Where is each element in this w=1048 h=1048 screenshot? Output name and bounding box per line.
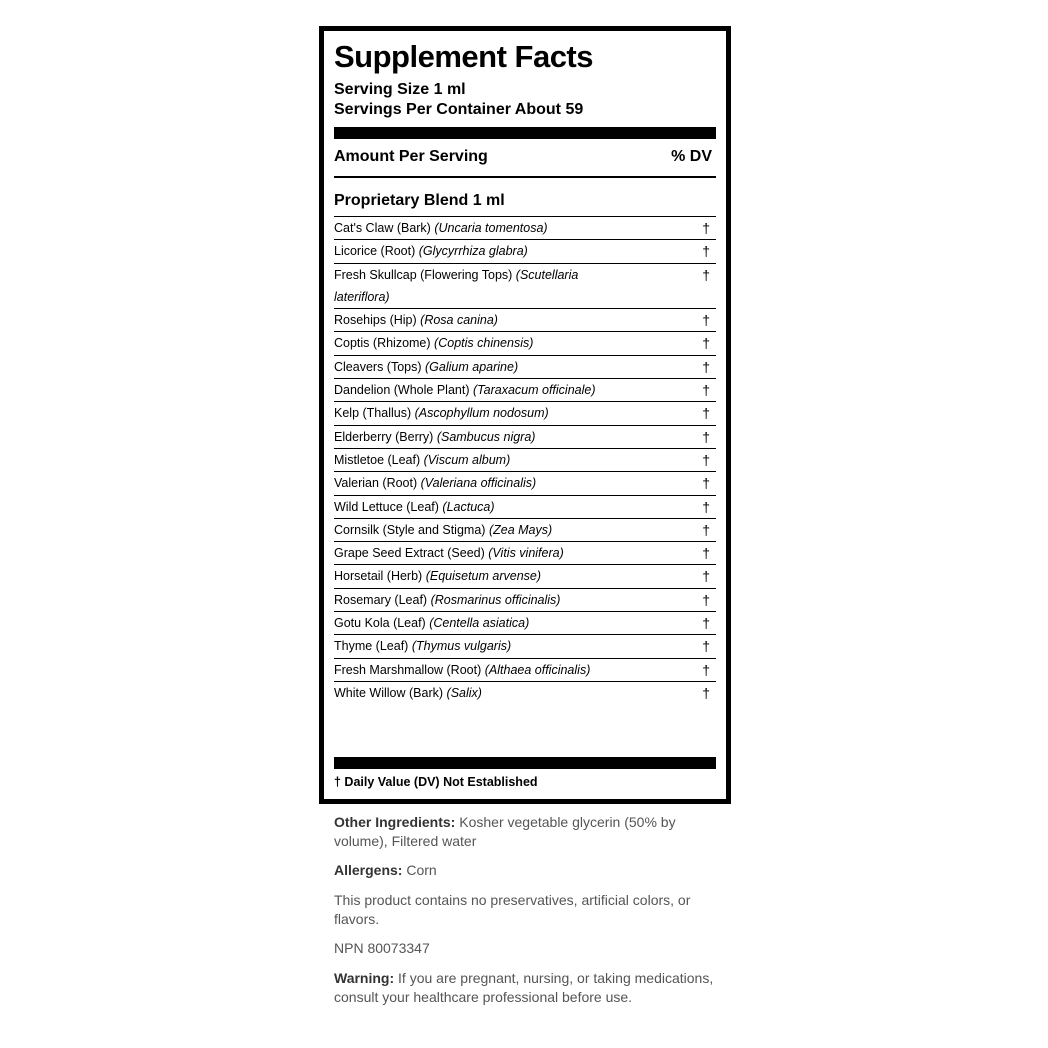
divider <box>334 176 716 178</box>
ingredient-latin-name: (Equisetum arvense) <box>425 569 542 584</box>
ingredient-row <box>334 263 716 309</box>
other-ingredients <box>334 813 724 850</box>
ingredient-dv: † <box>702 428 710 445</box>
ingredient-text <box>334 542 614 564</box>
ingredient-row <box>334 541 716 564</box>
supplement-facts-panel <box>319 26 731 804</box>
other-ingredients-text: Kosher vegetable glycerin (50% by volume), Filtered water <box>334 814 676 849</box>
ingredient-dv: † <box>702 358 710 375</box>
ingredient-dv: † <box>702 405 710 422</box>
ingredient-latin-name: (Lactuca) <box>442 499 495 514</box>
ingredient-latin-name: (Taraxacum officinale) <box>472 383 596 398</box>
ingredient-latin-name: (Glycyrrhiza glabra) <box>418 244 528 259</box>
ingredient-latin-name: (Galium aparine) <box>425 359 519 374</box>
ingredient-dv: † <box>702 591 710 608</box>
ingredient-row <box>334 658 716 681</box>
ingredient-text <box>334 519 614 541</box>
ingredient-row <box>334 681 716 704</box>
ingredient-dv: † <box>702 521 710 538</box>
ingredient-dv: † <box>702 451 710 468</box>
ingredient-row <box>334 611 716 634</box>
ingredient-latin-name: (Rosa canina) <box>420 313 498 328</box>
allergens-text: Corn <box>406 862 437 878</box>
ingredient-text <box>334 612 614 634</box>
amount-per-serving-label: Amount Per Serving <box>334 148 488 165</box>
blend-title: Proprietary Blend 1 ml <box>334 192 505 209</box>
ingredient-name: Cleavers (Tops) <box>334 359 422 374</box>
ingredient-text <box>334 240 614 262</box>
panel-title: Supplement Facts <box>334 39 593 74</box>
ingredient-latin-name: (Ascophyllum nodosum) <box>414 406 549 421</box>
dv-header: % DV <box>671 148 712 165</box>
ingredient-dv: † <box>702 312 710 329</box>
allergens <box>334 861 724 880</box>
ingredient-latin-name: (Vitis vinifera) <box>488 546 564 561</box>
ingredient-name: Fresh Skullcap (Flowering Tops) <box>334 267 513 282</box>
ingredient-text <box>334 309 614 331</box>
ingredient-text <box>334 635 614 657</box>
ingredient-dv: † <box>702 220 710 236</box>
ingredient-name: Thyme (Leaf) <box>334 639 409 654</box>
ingredient-row <box>334 471 716 494</box>
ingredient-name: Grape Seed Extract (Seed) <box>334 546 485 561</box>
ingredient-text <box>334 682 614 704</box>
ingredient-latin-name: (Uncaria tomentosa) <box>434 221 548 235</box>
warning <box>334 969 724 1006</box>
ingredient-dv: † <box>702 684 710 701</box>
ingredient-latin-name: (Sambucus nigra) <box>436 429 536 444</box>
ingredient-row <box>334 378 716 401</box>
ingredient-text <box>334 426 614 448</box>
ingredient-name: Coptis (Rhizome) <box>334 336 431 351</box>
ingredient-latin-name: (Salix) <box>446 685 482 700</box>
ingredient-row <box>334 401 716 424</box>
ingredient-name: Wild Lettuce (Leaf) <box>334 499 439 514</box>
ingredient-latin-name: (Viscum album) <box>423 452 511 467</box>
ingredient-row <box>334 518 716 541</box>
ingredient-name: Cat's Claw (Bark) <box>334 221 431 235</box>
ingredient-text <box>334 472 614 494</box>
ingredient-latin-name: (Scutellaria lateriflora) <box>334 267 579 304</box>
thick-divider <box>334 127 716 139</box>
allergens-label: Allergens: <box>334 862 403 878</box>
ingredient-text <box>334 379 614 401</box>
ingredient-row <box>334 239 716 262</box>
dv-footnote: † Daily Value (DV) Not Established <box>334 775 538 789</box>
ingredient-text <box>334 264 614 309</box>
ingredient-dv: † <box>702 498 710 515</box>
ingredient-dv: † <box>702 382 710 399</box>
ingredient-name: Kelp (Thallus) <box>334 406 412 421</box>
preservatives-note: This product contains no preservatives, artificial colors, or flavors. <box>334 892 691 927</box>
ingredient-dv: † <box>702 243 710 260</box>
ingredient-list <box>334 216 716 704</box>
ingredient-text <box>334 217 614 239</box>
ingredient-dv: † <box>702 545 710 562</box>
other-ingredients-label: Other Ingredients: <box>334 814 456 830</box>
ingredient-name: Horsetail (Herb) <box>334 569 423 584</box>
ingredient-dv: † <box>702 266 710 283</box>
ingredient-dv: † <box>702 638 710 655</box>
ingredient-text <box>334 496 614 518</box>
warning-text: If you are pregnant, nursing, or taking medications, consult your healthcare professional before use. <box>334 970 714 1005</box>
ingredient-name: Fresh Marshmallow (Root) <box>334 662 482 677</box>
ingredient-text <box>334 449 614 471</box>
ingredient-dv: † <box>702 475 710 492</box>
ingredient-text <box>334 402 614 424</box>
ingredient-dv: † <box>702 661 710 678</box>
ingredient-name: Valerian (Root) <box>334 476 418 491</box>
ingredient-name: Rosemary (Leaf) <box>334 592 428 607</box>
ingredient-name: Dandelion (Whole Plant) <box>334 383 470 398</box>
ingredient-row <box>334 448 716 471</box>
ingredient-row <box>334 425 716 448</box>
ingredient-row <box>334 634 716 657</box>
ingredient-name: White Willow (Bark) <box>334 685 444 700</box>
ingredient-row <box>334 308 716 331</box>
ingredient-row <box>334 216 716 239</box>
ingredient-dv: † <box>702 568 710 585</box>
ingredient-row <box>334 331 716 354</box>
amount-per-serving-row <box>334 147 716 167</box>
ingredient-latin-name: (Coptis chinensis) <box>434 336 534 351</box>
ingredient-text <box>334 332 614 354</box>
ingredient-dv: † <box>702 335 710 352</box>
ingredient-latin-name: (Valeriana officinalis) <box>420 476 537 491</box>
ingredient-row <box>334 588 716 611</box>
npn-number: NPN 80073347 <box>334 940 430 956</box>
ingredient-name: Licorice (Root) <box>334 244 416 259</box>
warning-label: Warning: <box>334 970 395 986</box>
ingredient-name: Cornsilk (Style and Stigma) <box>334 522 486 537</box>
thick-divider <box>334 757 716 769</box>
ingredient-text <box>334 659 614 681</box>
ingredient-text <box>334 356 614 378</box>
ingredient-name: Elderberry (Berry) <box>334 429 434 444</box>
ingredient-latin-name: (Thymus vulgaris) <box>411 639 512 654</box>
ingredient-name: Rosehips (Hip) <box>334 313 417 328</box>
ingredient-row <box>334 564 716 587</box>
ingredient-text <box>334 565 614 587</box>
ingredient-dv: † <box>702 615 710 632</box>
ingredient-row <box>334 355 716 378</box>
ingredient-name: Mistletoe (Leaf) <box>334 452 421 467</box>
ingredient-name: Gotu Kola (Leaf) <box>334 616 426 631</box>
ingredient-text <box>334 589 614 611</box>
ingredient-latin-name: (Centella asiatica) <box>429 616 530 631</box>
ingredient-row <box>334 495 716 518</box>
ingredient-latin-name: (Rosmarinus officinalis) <box>430 592 561 607</box>
servings-per-container: Servings Per Container About 59 <box>334 101 584 118</box>
ingredient-latin-name: (Althaea officinalis) <box>484 662 591 677</box>
ingredient-latin-name: (Zea Mays) <box>488 522 553 537</box>
serving-size: Serving Size 1 ml <box>334 81 466 98</box>
